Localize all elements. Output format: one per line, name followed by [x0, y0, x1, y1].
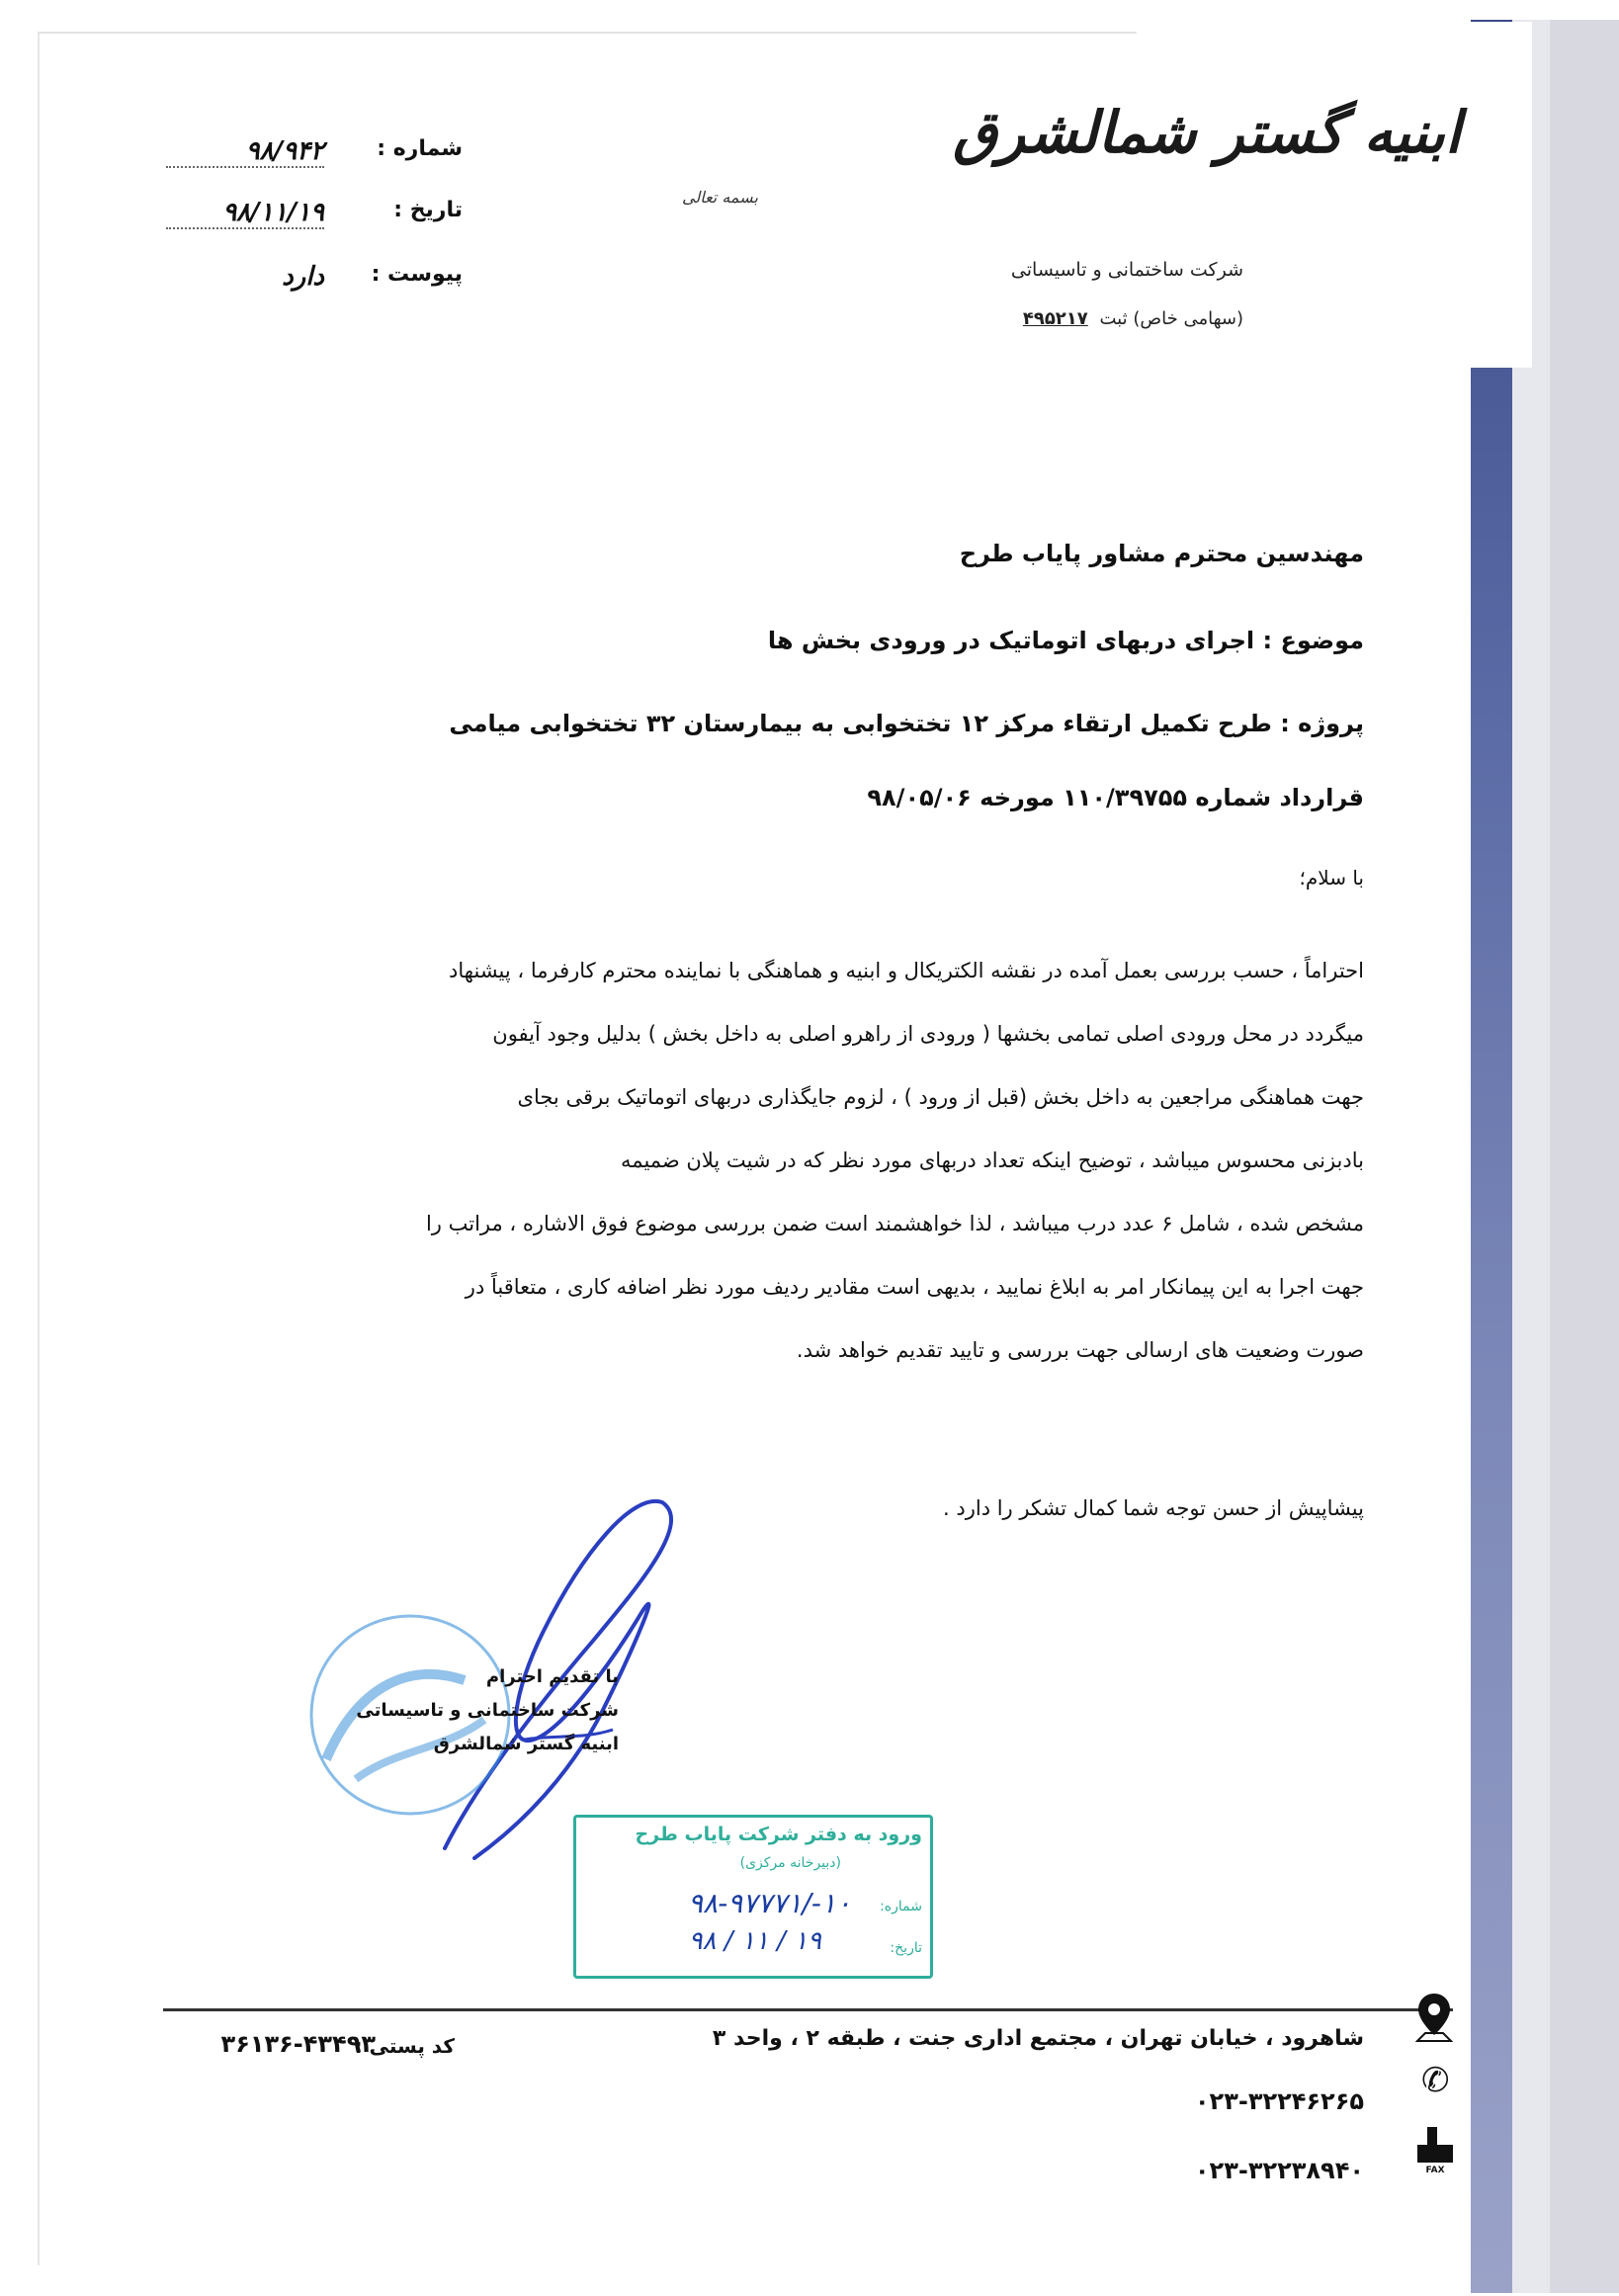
addressee: مهندسین محترم مشاور پایاب طرح — [959, 540, 1364, 567]
stamp-date-value: ۱۹ / ۱۱ / ۹۸ — [688, 1926, 821, 1956]
greeting: با سلام؛ — [1299, 866, 1364, 890]
attachment-value: دارد — [282, 262, 324, 292]
contract: قرارداد شماره ۱۱۰/۳۹۷۵۵ مورخه ۹۸/۰۵/۰۶ — [867, 784, 1364, 811]
body-line: میگردد در محل ورودی اصلی تمامی بخشها ( ورودی از راهرو اصلی به داخل بخش ) بدلیل وجود آیفون — [492, 1022, 1364, 1046]
body-line: احتراماً ، حسب بررسی بعمل آمده در نقشه الکتریکال و ابنیه و هماهنگی با نماینده محترم کارفرما ، پیشنهاد — [449, 959, 1364, 982]
body-line: مشخص شده ، شامل ۶ عدد درب میباشد ، لذا خواهشمند است ضمن بررسی موضوع فوق الاشاره ، مراتب را — [425, 1212, 1364, 1235]
project: پروژه : طرح تکمیل ارتقاء مرکز ۱۲ تختخوابی به بیمارستان ۳۲ تختخوابی میامی — [449, 710, 1364, 737]
phone-icon: ✆ — [1421, 2061, 1450, 2100]
stamp-date-label: تاریخ: — [890, 1940, 922, 1956]
footer-address: شاهرود ، خیابان تهران ، مجتمع اداری جنت ، طبقه ۲ ، واحد ۳ — [712, 2026, 1364, 2051]
postal-code-label: کد پستی : — [354, 2034, 455, 2058]
body-line: صورت وضعیت های ارسالی جهت بررسی و تایید تقدیم خواهد شد. — [796, 1338, 1364, 1362]
location-pin-icon — [1415, 1992, 1453, 2043]
page-border-left — [38, 32, 40, 2265]
postal-code-value: ۳۶۱۳۶-۴۳۴۹۳ — [220, 2030, 376, 2058]
letter-body — [272, 939, 1364, 1382]
signature-block — [356, 1660, 619, 1761]
footer-divider — [163, 2008, 1453, 2011]
receipt-stamp — [573, 1815, 933, 1979]
footer-fax: ۰۲۳-۳۲۲۳۸۹۴۰ — [1194, 2157, 1364, 2184]
fax-icon-label: FAX — [1425, 2166, 1445, 2174]
date-label: تاریخ : — [393, 198, 463, 222]
number-value: ۹۸/۹۴۲ — [166, 136, 324, 168]
signature-line-1: با تقدیم احترام — [485, 1666, 619, 1687]
subject: موضوع : اجرای دربهای اتوماتیک در ورودی بخش ها — [767, 627, 1364, 654]
signature-line-2: شرکت ساختمانی و تاسیساتی — [356, 1700, 619, 1721]
registration-number: ۴۹۵۲۱۷ — [1022, 308, 1088, 329]
footer-telephone: ۰۲۳-۳۲۲۴۶۲۶۵ — [1194, 2087, 1364, 2115]
stamp-title: ورود به دفتر شرکت پایاب طرح — [635, 1824, 922, 1845]
stamp-number-value: ۱۰-/۹۸-۹۷۷۷۱ — [687, 1887, 851, 1919]
basmala: بسمه تعالی — [682, 188, 758, 207]
company-logo-text: ابنیه گستر شمالشرق — [953, 99, 1461, 166]
fax-icon — [1413, 2125, 1457, 2174]
body-line: بادبزنی محسوس میباشد ، توضیح اینکه تعداد دربهای مورد نظر که در شیت پلان ضمیمه — [621, 1148, 1364, 1172]
stamp-number-label: شماره: — [880, 1899, 922, 1914]
body-line: جهت اجرا به این پیمانکار امر به ابلاغ نمایید ، بدیهی است مقادیر ردیف مورد نظر اضافه کاری ، متعاقباً در — [465, 1275, 1364, 1299]
stamp-subtitle: (دبیرخانه مرکزی) — [739, 1855, 841, 1871]
company-type: (سهامی خاص) ثبت — [1099, 308, 1243, 329]
company-description: شرکت ساختمانی و تاسیساتی — [1010, 259, 1243, 281]
attachment-label: پیوست : — [371, 262, 463, 287]
side-band-grey — [1550, 20, 1619, 2293]
date-value: ۹۸/۱۱/۱۹ — [166, 198, 324, 229]
signature-line-3: ابنیه گستر شمالشرق — [433, 1734, 619, 1754]
number-label: شماره : — [377, 136, 463, 161]
company-registration — [1023, 308, 1243, 329]
body-line: جهت هماهنگی مراجعین به داخل بخش (قبل از ورود ) ، لزوم جایگذاری دربهای اتوماتیک برقی بجای — [517, 1085, 1364, 1109]
closing-line: پیشاپیش از حسن توجه شما کمال تشکر را دارد . — [943, 1496, 1364, 1520]
